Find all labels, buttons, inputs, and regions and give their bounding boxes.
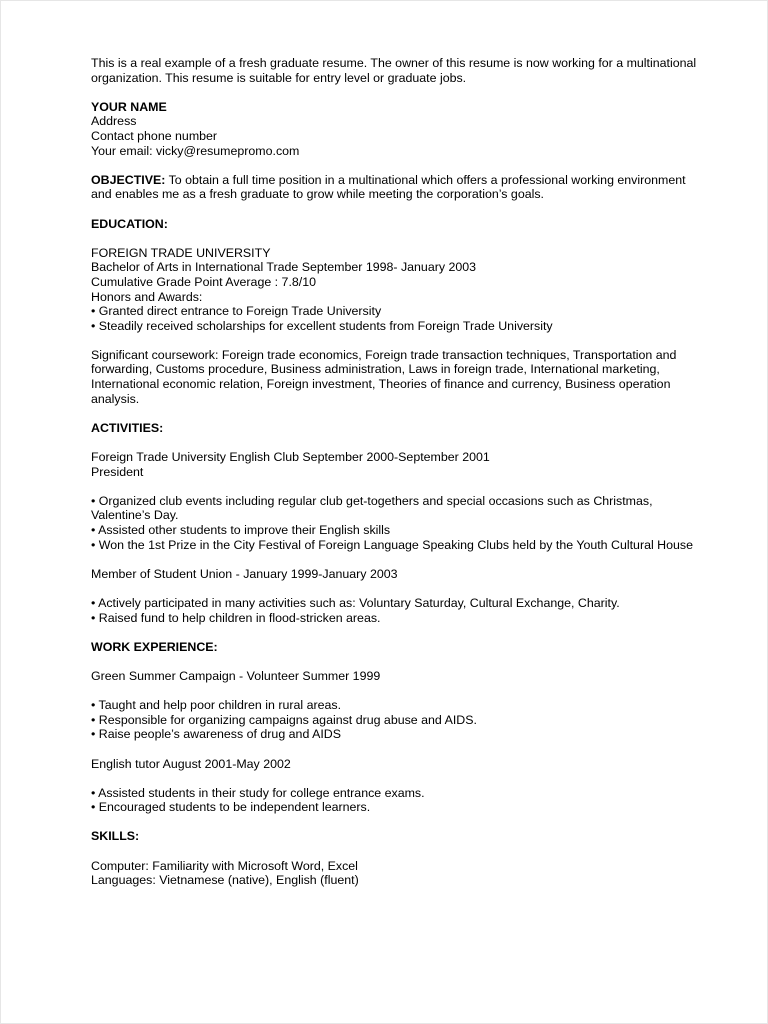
gpa-line: Cumulative Grade Point Average : 7.8/10 (91, 274, 317, 289)
list-item: • Raised fund to help children in flood-stricken areas. (91, 610, 381, 625)
education-heading: EDUCATION: (91, 216, 168, 231)
objective-paragraph (91, 173, 701, 202)
address-line: Address (91, 114, 137, 129)
list-item: • Won the 1st Prize in the City Festival of Foreign Language Speaking Clubs held by the Youth Cultural House (91, 537, 693, 552)
coursework-paragraph: Significant coursework: Foreign trade economics, Foreign trade transaction techniques, Transportation and forwarding, Customs procedure, Business administration, Laws in foreign trade, International marketing, International economic relation, Foreign investment, Theories of finance and currency, Business operation analysis. (91, 347, 677, 406)
union-title: Member of Student Union - January 1999-January 2003 (91, 566, 398, 581)
skills-heading: SKILLS: (91, 829, 140, 844)
list-item: • Assisted students in their study for college entrance exams. (91, 785, 425, 800)
job-title: English tutor August 2001-May 2002 (91, 756, 291, 771)
phone-line: Contact phone number (91, 128, 218, 143)
list-item: • Raise people’s awareness of drug and AIDS (91, 727, 342, 742)
language-skills: Languages: Vietnamese (native), English (fluent) (91, 873, 359, 888)
list-item: • Granted direct entrance to Foreign Trade University (91, 304, 382, 319)
objective-text: To obtain a full time position in a multinational which offers a professional working environment and enables me as a fresh graduate to grow while meeting the corporation’s goals. (91, 172, 686, 202)
club-title: Foreign Trade University English Club September 2000-September 2001 (91, 450, 490, 465)
school-name: FOREIGN TRADE UNIVERSITY (91, 245, 271, 260)
honors-label: Honors and Awards: (91, 289, 203, 304)
degree-line: Bachelor of Arts in International Trade September 1998- January 2003 (91, 260, 477, 275)
resume-body (91, 56, 701, 888)
work-experience-heading: WORK EXPERIENCE: (91, 639, 218, 654)
list-item: • Actively participated in many activities such as: Voluntary Saturday, Cultural Exchange, Charity. (91, 595, 620, 610)
list-item: • Encouraged students to be independent learners. (91, 800, 371, 815)
club-role: President (91, 464, 144, 479)
name-heading: YOUR NAME (91, 99, 167, 114)
list-item: • Steadily received scholarships for excellent students from Foreign Trade University (91, 318, 553, 333)
list-item: • Taught and help poor children in rural areas. (91, 698, 342, 713)
activities-heading: ACTIVITIES: (91, 420, 164, 435)
objective-label: OBJECTIVE: (91, 172, 166, 187)
computer-skills: Computer: Familiarity with Microsoft Word, Excel (91, 858, 358, 873)
intro-text: This is a real example of a fresh graduate resume. The owner of this resume is now working for a multinational organization. This resume is suitable for entry level or graduate jobs. (91, 56, 697, 85)
list-item: • Responsible for organizing campaigns against drug abuse and AIDS. (91, 712, 477, 727)
email-line: Your email: vicky@resumepromo.com (91, 143, 300, 158)
list-item: • Organized club events including regular club get-togethers and special occasions such as Christmas, Valentine’s Day. (91, 493, 653, 523)
list-item: • Assisted other students to improve their English skills (91, 523, 391, 537)
job-title: Green Summer Campaign - Volunteer Summer 1999 (91, 668, 381, 683)
